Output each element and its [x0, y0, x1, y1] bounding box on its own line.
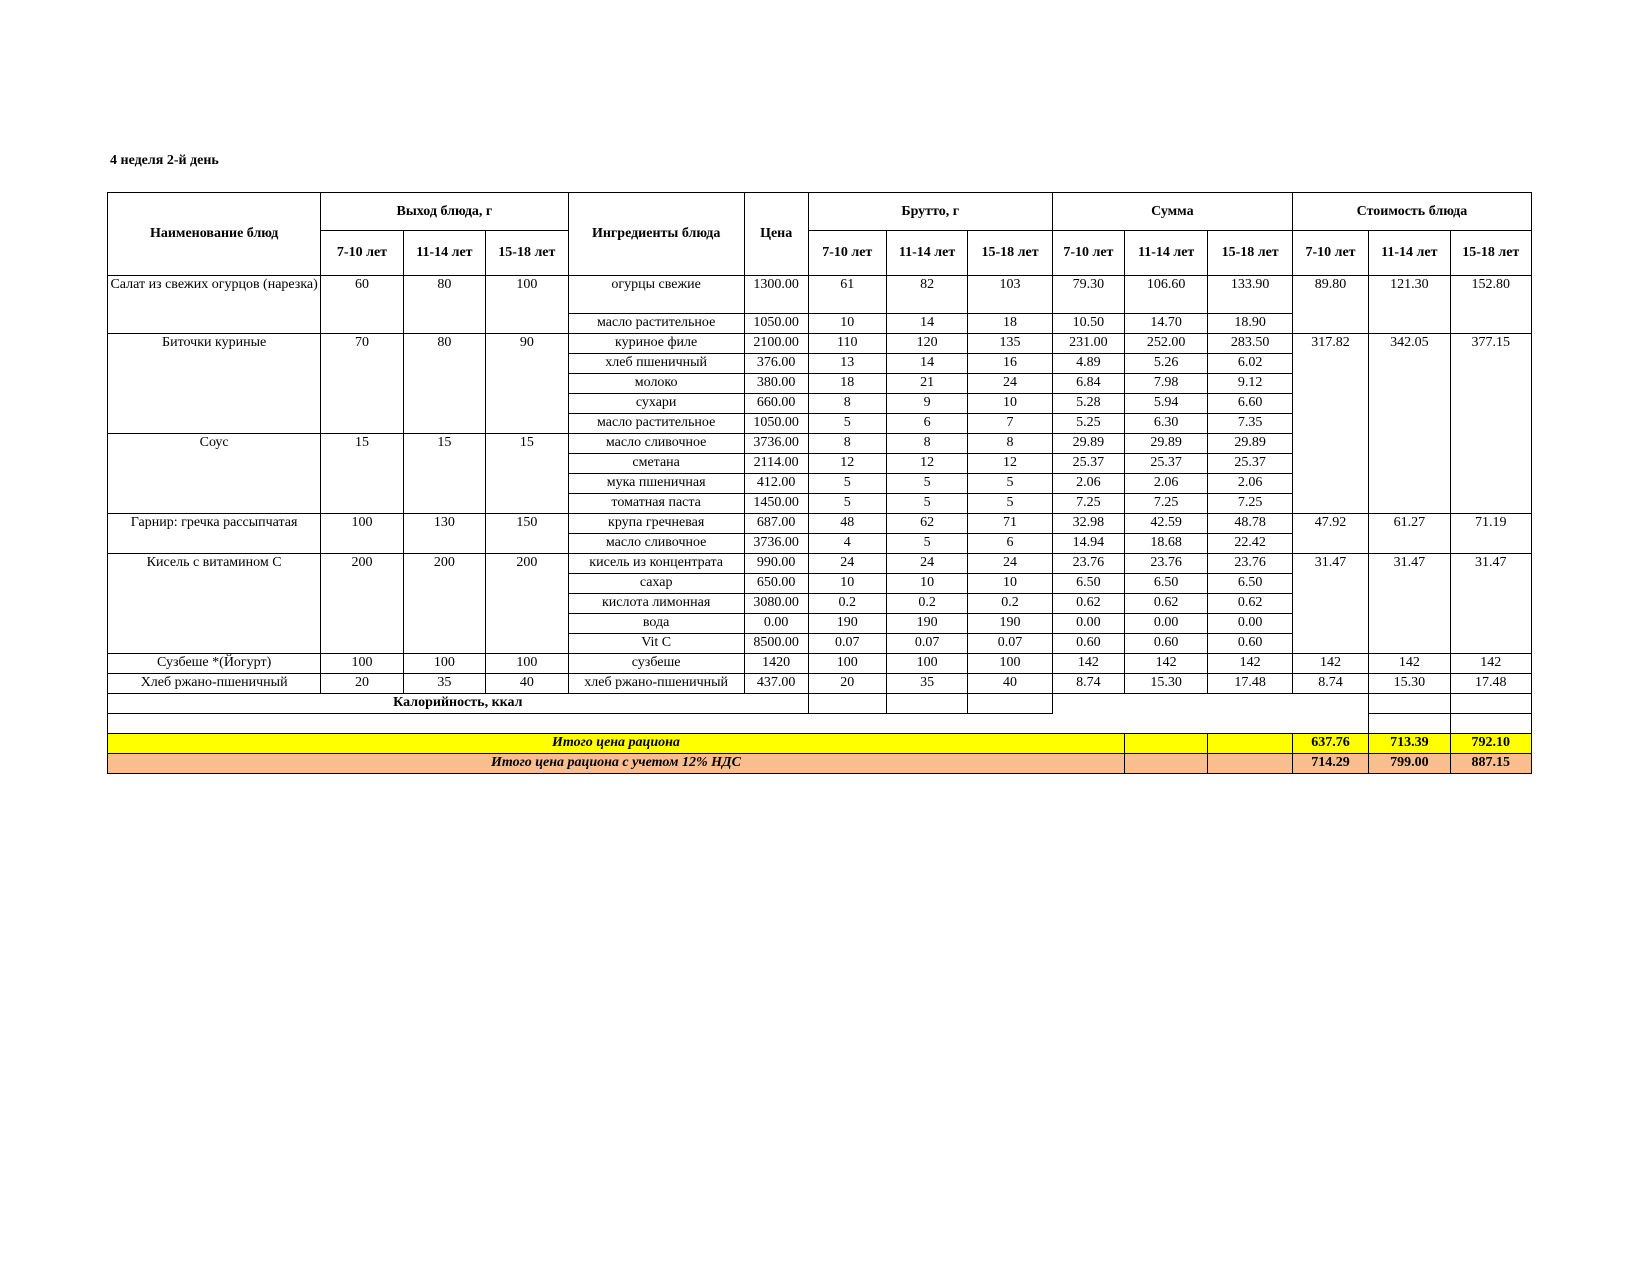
- price-cell: 1050.00: [744, 314, 808, 334]
- sum-cell: 25.37: [1124, 454, 1207, 474]
- sum-cell: 252.00: [1124, 334, 1207, 354]
- gross-cell: 24: [968, 374, 1053, 394]
- ingredient-name: сметана: [568, 454, 744, 474]
- sum-cell: 6.50: [1052, 574, 1124, 594]
- gross-cell: 0.07: [968, 634, 1053, 654]
- header-gross: Брутто, г: [808, 193, 1052, 231]
- sum-cell: 29.89: [1052, 434, 1124, 454]
- calories-cell: [808, 694, 886, 714]
- gross-cell: 71: [968, 514, 1053, 534]
- yield-cell: 100: [321, 654, 403, 674]
- sum-cell: 6.84: [1052, 374, 1124, 394]
- price-cell: 380.00: [744, 374, 808, 394]
- dish-name: Соус: [108, 434, 321, 514]
- sum-cell: 5.25: [1052, 414, 1124, 434]
- total-vat-value: 714.29: [1292, 754, 1368, 774]
- total-value: 792.10: [1450, 734, 1531, 754]
- cost-cell: 142: [1450, 654, 1531, 674]
- header-age: 15-18 лет: [1450, 231, 1531, 276]
- sum-cell: 7.25: [1124, 494, 1207, 514]
- ingredient-name: хлеб пшеничный: [568, 354, 744, 374]
- page-title: 4 неделя 2-й день: [110, 153, 219, 168]
- gross-cell: 8: [808, 394, 886, 414]
- gross-cell: 190: [968, 614, 1053, 634]
- sum-cell: 6.60: [1208, 394, 1293, 414]
- header-ingredients: Ингредиенты блюда: [568, 193, 744, 276]
- yield-cell: 20: [321, 674, 403, 694]
- gross-cell: 5: [968, 474, 1053, 494]
- gross-cell: 5: [808, 494, 886, 514]
- price-cell: 687.00: [744, 514, 808, 534]
- gross-cell: 21: [886, 374, 967, 394]
- gross-cell: 110: [808, 334, 886, 354]
- sum-cell: 2.06: [1124, 474, 1207, 494]
- ingredient-name: крупа гречневая: [568, 514, 744, 534]
- table-row: [108, 674, 1532, 694]
- total-value: 637.76: [1292, 734, 1368, 754]
- total-row: [108, 734, 1532, 754]
- gross-cell: 6: [968, 534, 1053, 554]
- calories-row: [108, 694, 1532, 714]
- gross-cell: 82: [886, 276, 967, 314]
- ingredient-name: масло сливочное: [568, 534, 744, 554]
- price-cell: 3736.00: [744, 534, 808, 554]
- table-row: [108, 554, 1532, 574]
- price-cell: 412.00: [744, 474, 808, 494]
- sum-cell: 29.89: [1208, 434, 1293, 454]
- ingredient-name: сахар: [568, 574, 744, 594]
- gross-cell: 8: [968, 434, 1053, 454]
- sum-cell: 29.89: [1124, 434, 1207, 454]
- header-age: 15-18 лет: [486, 231, 568, 276]
- price-cell: 650.00: [744, 574, 808, 594]
- price-cell: 660.00: [744, 394, 808, 414]
- empty-cell: [1124, 734, 1207, 754]
- yield-cell: 100: [486, 276, 568, 334]
- gross-cell: 14: [886, 314, 967, 334]
- yield-cell: 200: [403, 554, 485, 654]
- sum-cell: 142: [1208, 654, 1293, 674]
- gross-cell: 100: [968, 654, 1053, 674]
- yield-cell: 100: [403, 654, 485, 674]
- gross-cell: 7: [968, 414, 1053, 434]
- gross-cell: 12: [886, 454, 967, 474]
- cost-cell: 31.47: [1369, 554, 1450, 654]
- sum-cell: 14.70: [1124, 314, 1207, 334]
- price-cell: 2114.00: [744, 454, 808, 474]
- empty-cell: [1369, 714, 1450, 734]
- sum-cell: 0.00: [1208, 614, 1293, 634]
- gross-cell: 24: [968, 554, 1053, 574]
- cost-cell: 89.80: [1292, 276, 1368, 334]
- cost-cell: 31.47: [1450, 554, 1531, 654]
- gross-cell: 10: [968, 574, 1053, 594]
- header-age: 11-14 лет: [886, 231, 967, 276]
- ingredient-name: молоко: [568, 374, 744, 394]
- header-age: 11-14 лет: [403, 231, 485, 276]
- dish-name: Сузбеше *(Йогурт): [108, 654, 321, 674]
- header-dish-name: Наименование блюд: [108, 193, 321, 276]
- dish-name: Кисель с витамином С: [108, 554, 321, 654]
- sum-cell: 0.00: [1124, 614, 1207, 634]
- total-vat-label: Итого цена рациона с учетом 12% НДС: [108, 754, 1125, 774]
- price-cell: 990.00: [744, 554, 808, 574]
- gross-cell: 5: [808, 474, 886, 494]
- price-cell: 1300.00: [744, 276, 808, 314]
- header-age: 15-18 лет: [968, 231, 1053, 276]
- gross-cell: 190: [886, 614, 967, 634]
- empty-cell: [1208, 734, 1293, 754]
- yield-cell: 60: [321, 276, 403, 334]
- gross-cell: 35: [886, 674, 967, 694]
- ingredient-name: куриное филе: [568, 334, 744, 354]
- total-label: Итого цена рациона: [108, 734, 1125, 754]
- price-cell: 1450.00: [744, 494, 808, 514]
- yield-cell: 100: [486, 654, 568, 674]
- sum-cell: 7.35: [1208, 414, 1293, 434]
- yield-cell: 35: [403, 674, 485, 694]
- gross-cell: 5: [886, 474, 967, 494]
- gross-cell: 190: [808, 614, 886, 634]
- empty-cell: [108, 714, 1369, 734]
- sum-cell: 15.30: [1124, 674, 1207, 694]
- header-sum: Сумма: [1052, 193, 1292, 231]
- empty-cell: [1208, 754, 1293, 774]
- header-row-2: [108, 231, 1532, 276]
- ingredient-name: кисель из концентрата: [568, 554, 744, 574]
- gross-cell: 61: [808, 276, 886, 314]
- yield-cell: 150: [486, 514, 568, 554]
- sum-cell: 22.42: [1208, 534, 1293, 554]
- cost-cell: 15.30: [1369, 674, 1450, 694]
- sum-cell: 0.62: [1124, 594, 1207, 614]
- table-row: [108, 514, 1532, 534]
- header-row-1: [108, 193, 1532, 231]
- spacer-row: [108, 714, 1532, 734]
- cost-cell: 31.47: [1292, 554, 1368, 654]
- table-row: [108, 654, 1532, 674]
- menu-table: [107, 192, 1532, 774]
- sum-cell: 7.25: [1208, 494, 1293, 514]
- ingredient-name: кислота лимонная: [568, 594, 744, 614]
- gross-cell: 120: [886, 334, 967, 354]
- sum-cell: 25.37: [1052, 454, 1124, 474]
- header-cost: Стоимость блюда: [1292, 193, 1531, 231]
- sum-cell: 2.06: [1052, 474, 1124, 494]
- ingredient-name: масло растительное: [568, 314, 744, 334]
- sum-cell: 2.06: [1208, 474, 1293, 494]
- cost-cell: 142: [1292, 654, 1368, 674]
- gross-cell: 0.2: [808, 594, 886, 614]
- sum-cell: 0.62: [1052, 594, 1124, 614]
- header-age: 7-10 лет: [1292, 231, 1368, 276]
- cost-cell: 142: [1369, 654, 1450, 674]
- header-age: 7-10 лет: [321, 231, 403, 276]
- gross-cell: 48: [808, 514, 886, 534]
- gross-cell: 135: [968, 334, 1053, 354]
- sum-cell: 79.30: [1052, 276, 1124, 314]
- yield-cell: 130: [403, 514, 485, 554]
- total-vat-row: [108, 754, 1532, 774]
- sum-cell: 4.89: [1052, 354, 1124, 374]
- cost-cell: 342.05: [1369, 334, 1450, 514]
- gross-cell: 8: [886, 434, 967, 454]
- gross-cell: 0.2: [886, 594, 967, 614]
- sum-cell: 9.12: [1208, 374, 1293, 394]
- gross-cell: 18: [968, 314, 1053, 334]
- header-age: 11-14 лет: [1124, 231, 1207, 276]
- table-row: [108, 334, 1532, 354]
- sum-cell: 14.94: [1052, 534, 1124, 554]
- sum-cell: 0.60: [1208, 634, 1293, 654]
- yield-cell: 15: [403, 434, 485, 514]
- calories-label: Калорийность, ккал: [108, 694, 809, 714]
- price-cell: 3080.00: [744, 594, 808, 614]
- total-vat-value: 799.00: [1369, 754, 1450, 774]
- yield-cell: 200: [321, 554, 403, 654]
- cost-cell: 152.80: [1450, 276, 1531, 334]
- gross-cell: 0.07: [808, 634, 886, 654]
- sum-cell: 32.98: [1052, 514, 1124, 534]
- price-cell: 8500.00: [744, 634, 808, 654]
- gross-cell: 62: [886, 514, 967, 534]
- yield-cell: 70: [321, 334, 403, 434]
- empty-cell: [1450, 694, 1531, 714]
- gross-cell: 12: [968, 454, 1053, 474]
- gross-cell: 24: [808, 554, 886, 574]
- cost-cell: 8.74: [1292, 674, 1368, 694]
- gross-cell: 10: [886, 574, 967, 594]
- gross-cell: 16: [968, 354, 1053, 374]
- empty-cell: [1369, 694, 1450, 714]
- sum-cell: 18.90: [1208, 314, 1293, 334]
- cost-cell: 47.92: [1292, 514, 1368, 554]
- price-cell: 1420: [744, 654, 808, 674]
- sum-cell: 283.50: [1208, 334, 1293, 354]
- yield-cell: 200: [486, 554, 568, 654]
- gross-cell: 4: [808, 534, 886, 554]
- dish-name: Салат из свежих огурцов (нарезка): [108, 276, 321, 334]
- sum-cell: 142: [1124, 654, 1207, 674]
- gross-cell: 9: [886, 394, 967, 414]
- sum-cell: 133.90: [1208, 276, 1293, 314]
- ingredient-name: вода: [568, 614, 744, 634]
- gross-cell: 5: [886, 534, 967, 554]
- sum-cell: 8.74: [1052, 674, 1124, 694]
- sum-cell: 7.25: [1052, 494, 1124, 514]
- gross-cell: 12: [808, 454, 886, 474]
- empty-cell: [1124, 754, 1207, 774]
- ingredient-name: Vit C: [568, 634, 744, 654]
- cost-cell: 61.27: [1369, 514, 1450, 554]
- cost-cell: 121.30: [1369, 276, 1450, 334]
- ingredient-name: томатная паста: [568, 494, 744, 514]
- sum-cell: 5.28: [1052, 394, 1124, 414]
- sum-cell: 0.60: [1124, 634, 1207, 654]
- ingredient-name: сухари: [568, 394, 744, 414]
- price-cell: 0.00: [744, 614, 808, 634]
- gross-cell: 5: [886, 494, 967, 514]
- cost-cell: 377.15: [1450, 334, 1531, 514]
- sum-cell: 18.68: [1124, 534, 1207, 554]
- gross-cell: 18: [808, 374, 886, 394]
- calories-cell: [886, 694, 967, 714]
- sum-cell: 0.00: [1052, 614, 1124, 634]
- sum-cell: 5.94: [1124, 394, 1207, 414]
- ingredient-name: огурцы свежие: [568, 276, 744, 314]
- gross-cell: 100: [886, 654, 967, 674]
- sum-cell: 17.48: [1208, 674, 1293, 694]
- gross-cell: 5: [808, 414, 886, 434]
- sum-cell: 6.30: [1124, 414, 1207, 434]
- header-age: 11-14 лет: [1369, 231, 1450, 276]
- header-yield: Выход блюда, г: [321, 193, 568, 231]
- price-cell: 3736.00: [744, 434, 808, 454]
- gross-cell: 103: [968, 276, 1053, 314]
- ingredient-name: масло растительное: [568, 414, 744, 434]
- sum-cell: 42.59: [1124, 514, 1207, 534]
- empty-cell: [1450, 714, 1531, 734]
- gross-cell: 100: [808, 654, 886, 674]
- yield-cell: 80: [403, 334, 485, 434]
- yield-cell: 90: [486, 334, 568, 434]
- cost-cell: 71.19: [1450, 514, 1531, 554]
- sum-cell: 0.60: [1052, 634, 1124, 654]
- yield-cell: 15: [321, 434, 403, 514]
- gross-cell: 10: [808, 574, 886, 594]
- price-cell: 2100.00: [744, 334, 808, 354]
- gross-cell: 8: [808, 434, 886, 454]
- ingredient-name: мука пшеничная: [568, 474, 744, 494]
- total-vat-value: 887.15: [1450, 754, 1531, 774]
- sum-cell: 23.76: [1052, 554, 1124, 574]
- total-value: 713.39: [1369, 734, 1450, 754]
- sum-cell: 106.60: [1124, 276, 1207, 314]
- header-age: 7-10 лет: [808, 231, 886, 276]
- sum-cell: 6.50: [1208, 574, 1293, 594]
- sum-cell: 5.26: [1124, 354, 1207, 374]
- sum-cell: 23.76: [1124, 554, 1207, 574]
- dish-name: Биточки куриные: [108, 334, 321, 434]
- gross-cell: 40: [968, 674, 1053, 694]
- table-row: [108, 276, 1532, 314]
- yield-cell: 40: [486, 674, 568, 694]
- sum-cell: 0.62: [1208, 594, 1293, 614]
- gross-cell: 6: [886, 414, 967, 434]
- yield-cell: 80: [403, 276, 485, 334]
- sum-cell: 48.78: [1208, 514, 1293, 534]
- dish-name: Хлеб ржано-пшеничный: [108, 674, 321, 694]
- sum-cell: 6.50: [1124, 574, 1207, 594]
- sum-cell: 23.76: [1208, 554, 1293, 574]
- sum-cell: 7.98: [1124, 374, 1207, 394]
- price-cell: 1050.00: [744, 414, 808, 434]
- gross-cell: 24: [886, 554, 967, 574]
- ingredient-name: сузбеше: [568, 654, 744, 674]
- price-cell: 376.00: [744, 354, 808, 374]
- gross-cell: 13: [808, 354, 886, 374]
- gross-cell: 0.07: [886, 634, 967, 654]
- sum-cell: 25.37: [1208, 454, 1293, 474]
- price-cell: 437.00: [744, 674, 808, 694]
- ingredient-name: масло сливочное: [568, 434, 744, 454]
- header-age: 7-10 лет: [1052, 231, 1124, 276]
- gross-cell: 5: [968, 494, 1053, 514]
- yield-cell: 100: [321, 514, 403, 554]
- dish-name: Гарнир: гречка рассыпчатая: [108, 514, 321, 554]
- gross-cell: 10: [968, 394, 1053, 414]
- sum-cell: 231.00: [1052, 334, 1124, 354]
- cost-cell: 17.48: [1450, 674, 1531, 694]
- sum-cell: 6.02: [1208, 354, 1293, 374]
- ingredient-name: хлеб ржано-пшеничный: [568, 674, 744, 694]
- sum-cell: 142: [1052, 654, 1124, 674]
- sum-cell: 10.50: [1052, 314, 1124, 334]
- empty-cell: [1052, 694, 1368, 714]
- gross-cell: 0.2: [968, 594, 1053, 614]
- gross-cell: 20: [808, 674, 886, 694]
- cost-cell: 317.82: [1292, 334, 1368, 514]
- gross-cell: 10: [808, 314, 886, 334]
- calories-cell: [968, 694, 1053, 714]
- gross-cell: 14: [886, 354, 967, 374]
- yield-cell: 15: [486, 434, 568, 514]
- header-age: 15-18 лет: [1208, 231, 1293, 276]
- header-price: Цена: [744, 193, 808, 276]
